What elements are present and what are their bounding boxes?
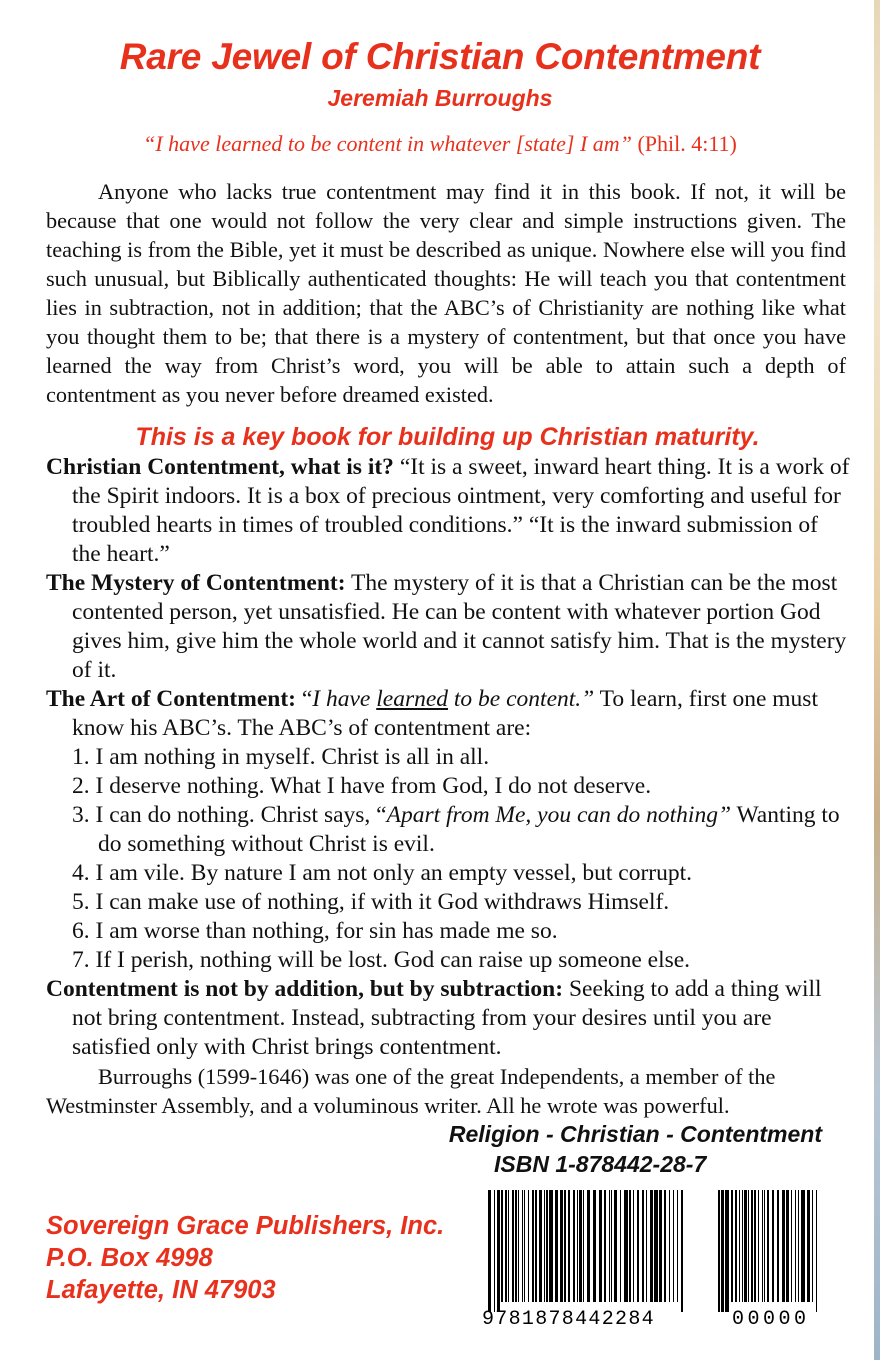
barcode-bar [611, 1190, 612, 1302]
list-item-text: 3. I can do nothing. Christ says, “ [72, 802, 387, 828]
art-quote-underlined: learned [376, 686, 449, 712]
epigraph-reference: (Phil. 4:11) [637, 131, 737, 156]
barcode-bar [721, 1190, 724, 1312]
barcode-icon [478, 1190, 822, 1330]
barcode-bar [539, 1190, 542, 1302]
barcode-bar [515, 1190, 517, 1302]
barcode-bar [791, 1190, 792, 1302]
section-art [46, 685, 851, 743]
barcode-bar [629, 1190, 631, 1302]
barcode-bar [583, 1190, 584, 1302]
epigraph-quote: “I have learned to be content in whatever [state] I am” [143, 131, 632, 156]
barcode-bar [650, 1190, 653, 1302]
content-sections [46, 453, 851, 1120]
barcode-bar [497, 1190, 500, 1312]
list-item: 2. I deserve nothing. What I have from God, I do not deserve. [72, 773, 652, 799]
publisher-address: P.O. Box 4998 [46, 1244, 213, 1272]
category-label: Religion - Christian - Contentment [448, 1121, 822, 1147]
barcode-bar [764, 1190, 765, 1302]
list-item [46, 801, 851, 859]
barcode-bar [795, 1190, 796, 1302]
book-title: Rare Jewel of Christian Contentment [119, 36, 761, 77]
section-mystery [46, 569, 851, 685]
barcode-bar [494, 1190, 495, 1312]
barcode-bar [505, 1190, 507, 1302]
barcode-bar [748, 1190, 749, 1302]
publisher-name: Sovereign Grace Publishers, Inc. [46, 1212, 445, 1240]
barcode-bar [555, 1190, 558, 1302]
barcode-bar [673, 1190, 674, 1302]
barcode-bar [544, 1190, 545, 1302]
barcode-bar [654, 1190, 658, 1302]
barcode-bar [646, 1190, 647, 1302]
barcode-bar [786, 1190, 789, 1302]
barcode-bar [664, 1190, 666, 1302]
barcode-bar [669, 1190, 670, 1302]
barcode-bar [518, 1190, 519, 1302]
isbn-label: ISBN 1-878442-28-7 [494, 1151, 707, 1177]
barcode-bar [564, 1190, 566, 1302]
section-heading: The Art of Contentment: [46, 686, 296, 712]
barcode-bar [718, 1190, 720, 1312]
publisher-city: Lafayette, IN 47903 [46, 1276, 276, 1304]
barcode-bar [614, 1190, 617, 1302]
barcode-bar [681, 1190, 683, 1312]
barcode-bar [604, 1190, 606, 1302]
barcode-bar [624, 1190, 628, 1302]
barcode-bar [577, 1190, 578, 1302]
barcode-bar [758, 1190, 759, 1302]
barcode-bar [798, 1190, 799, 1302]
barcode-bar [744, 1190, 747, 1302]
barcode-bar [546, 1190, 548, 1302]
abc-list [46, 743, 851, 975]
barcode-bar [742, 1190, 743, 1302]
barcode-bar [535, 1190, 537, 1302]
barcode-bar [816, 1190, 817, 1312]
tagline: This is a key book for building up Christian maturity. [135, 423, 760, 451]
section-heading: The Mystery of Contentment: [46, 570, 346, 596]
publisher-block [46, 1210, 444, 1306]
barcode-bar [522, 1190, 523, 1302]
barcode-addon-digits: 00000 [732, 1308, 810, 1330]
art-quote-part: to be content.” [448, 686, 595, 712]
closing-paragraph: Burroughs (1599-1646) was one of the great Independents, a member of the Westminster Assembly, and a voluminous writer. All he wrote was powerful. [46, 1064, 776, 1118]
barcode-bar [524, 1190, 525, 1302]
barcode-main-digits: 9781878442284 [482, 1308, 655, 1330]
barcode-bar [587, 1190, 590, 1302]
list-item-quote: Apart from Me, you can do nothing” [386, 802, 732, 828]
barcode-bar [637, 1190, 639, 1302]
barcode-bar [579, 1190, 582, 1302]
barcode-bar [528, 1190, 529, 1302]
barcode-bar [807, 1190, 810, 1302]
barcode-bar [762, 1190, 763, 1302]
barcode-bar [593, 1190, 596, 1302]
barcode-bar [767, 1190, 769, 1302]
art-quote [312, 686, 594, 712]
section-heading: Contentment is not by addition, but by subtraction: [46, 976, 564, 1002]
barcode-bar [508, 1190, 509, 1302]
barcode-bar [568, 1190, 570, 1302]
barcode-bar [560, 1190, 563, 1302]
barcode-bar [659, 1190, 662, 1302]
section-text: Seeking to add a thing will not bring contentment. Instead, subtracting from your desires until you are satisfied only with Christ brings contentment. [72, 976, 822, 1060]
intro-paragraph: Anyone who lacks true contentment may find it in this book. If not, it will be because that one would not follow the very clear and simple instructions given. The teaching is from the Bible, yet it must be described as unique. Nowhere else will you find such unusual, but Biblically authenticated thoughts: He will teach you that contentment lies in subtraction, not in addition; that the ABC’s of Christianity are nothing like what you thought them to be; that there is a mystery of contentment, but that once you have learned the way from Christ’s word, you will be able to attain such a depth of contentment as you never before dreamed existed. [46, 179, 846, 407]
barcode-bar [599, 1190, 602, 1302]
barcode-main-bars [488, 1190, 683, 1312]
section-text: To learn, first one must know his ABC’s. The ABC’s of contentment are: [72, 686, 818, 741]
barcode-bar [532, 1190, 534, 1302]
section-heading: Christian Contentment, what is it? [46, 454, 394, 480]
cover-edge [874, 0, 880, 1360]
list-item: 7. If I perish, nothing will be lost. God can raise up someone else. [72, 947, 691, 973]
section-subtraction [46, 975, 851, 1062]
quote-mark: “ [295, 686, 313, 712]
barcode-bar [777, 1190, 779, 1302]
barcode-bar [642, 1190, 644, 1302]
section-what-is-it [46, 453, 851, 569]
barcode-bar [501, 1190, 503, 1302]
art-quote-part: I have [312, 686, 377, 712]
barcode-bar [812, 1190, 813, 1302]
list-item: 1. I am nothing in myself. Christ is all in all. [72, 744, 490, 770]
barcode-bar [549, 1190, 553, 1302]
section-text: The mystery of it is that a Christian can be the most contented person, yet unsatisfied. He can be content with whatever portion God gives him, give him the whole world and it cannot satisfy him. That is the mystery of it. [72, 570, 847, 683]
barcode-bar [573, 1190, 575, 1302]
barcode-bar [801, 1190, 805, 1302]
barcode-bar [633, 1190, 634, 1302]
barcode-bar [782, 1190, 785, 1302]
barcode-bar [735, 1190, 737, 1302]
barcode-bar [620, 1190, 621, 1302]
barcode-bar [772, 1190, 774, 1302]
barcode-bar [739, 1190, 740, 1302]
section-text: “It is a sweet, inward heart thing. It is a work of the Spirit indoors. It is a box of precious ointment, very comforting and useful for troubled hearts in times of troubled conditions.” “It is the inward submission of the heart.” [72, 454, 850, 567]
barcode-addon-bars [718, 1190, 817, 1312]
barcode-bar [731, 1190, 733, 1302]
list-item-text: Wanting to do something without Christ is evil. [98, 802, 840, 857]
book-author: Jeremiah Burroughs [327, 85, 553, 111]
list-item: 6. I am worse than nothing, for sin has made me so. [72, 918, 558, 944]
barcode-bar [725, 1190, 729, 1312]
list-item: 5. I can make use of nothing, if with it God withdraws Himself. [72, 889, 670, 915]
barcode-bar [677, 1190, 678, 1302]
barcode-bar [751, 1190, 753, 1302]
epigraph [0, 131, 880, 157]
barcode-bar [609, 1190, 610, 1302]
barcode-bar [754, 1190, 756, 1302]
barcode-bar [512, 1190, 514, 1302]
list-item: 4. I am vile. By nature I am not only an empty vessel, but corrupt. [72, 860, 692, 886]
barcode-bar [488, 1190, 491, 1312]
